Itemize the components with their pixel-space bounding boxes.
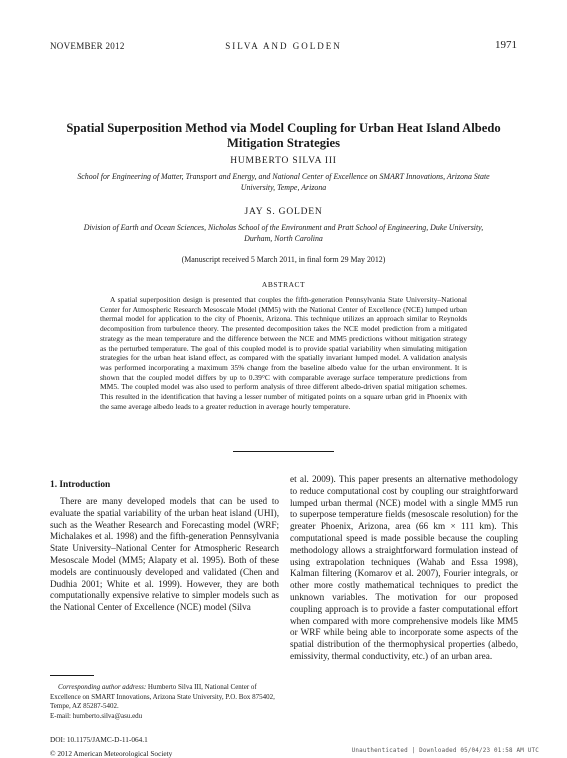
author-name-2: JAY S. GOLDEN — [244, 207, 323, 217]
footnote-text: Humberto Silva III, National Center of Excellence on SMART Innovations, Arizona State University, P.O. Box 875402, Tempe, AZ 85287-5402. — [50, 683, 275, 711]
paper-title: Spatial Superposition Method via Model Coupling for Urban Heat Island Albedo Mitigation Strategies — [66, 121, 501, 150]
running-header-date: NOVEMBER 2012 — [50, 41, 125, 51]
intro-left-column: There are many developed models that can be used to evaluate the spatial variability of the urban heat island (UHI), such as the Weather Research and Forecasting model (WRF; Michalakes et al. 1998) and the fifth-generation Pennsylvania State University–National Center for Atmospheric Research Mesoscale Model (MM5; Alapaty et al. 1995). Both of these models are continuously developed and validated (Chen and Dudhia 2001; White et al. 1999). However, they are both computationally expensive relative to simpler models such as the National Center of Excellence (NCE) model (Silva — [50, 496, 279, 613]
abstract-heading: ABSTRACT — [261, 280, 306, 289]
section-heading-introduction: 1. Introduction — [50, 480, 111, 490]
copyright-notice: © 2012 American Meteorological Society — [50, 749, 173, 758]
corresponding-author-footnote — [50, 683, 280, 721]
footnote-divider — [50, 675, 94, 676]
footnote-label: Corresponding author address: — [58, 683, 147, 691]
author-affiliation-1: School for Engineering of Matter, Transport and Energy, and National Center of Excellence on SMART Innovations, Arizona State University, Tempe, Arizona — [77, 172, 490, 192]
author-name-1: HUMBERTO SILVA III — [230, 156, 337, 166]
running-header-authors: SILVA AND GOLDEN — [225, 41, 342, 51]
intro-right-column: et al. 2009). This paper presents an alternative methodology to reduce computational cost by coupling our straightforward lumped urban thermal (NCE) model with a single MM5 run to superpose temperature fields (mesoscale resolution) for the greater Phoenix, Arizona, area (66 km × 111 km). This computational speed is made possible because the coupling methodology allows a straightforward formulation instead of using extrapolation techniques (Wahab and Essa 1998), Kalman filtering (Komarov et al. 2007), Fourier integrals, or other more costly mathematical techniques to predict the unknown variables. The motivation for our proposed coupling approach is to provide a faster computational effort when compared with more comprehensive models like MM5 or WRF while being able to incorporate some aspects of the spatial distribution of the thermophysical properties (albedo, emissivity, thermal conductivity, etc.) of an urban area. — [290, 474, 518, 661]
page-number: 1971 — [495, 39, 517, 51]
abstract-divider — [233, 451, 334, 452]
footnote-email: E-mail: humberto.silva@asu.edu — [50, 711, 143, 720]
download-watermark: Unauthenticated | Downloaded 05/04/23 01:58 AM UTC — [351, 748, 539, 754]
abstract-text: A spatial superposition design is presented that couples the fifth-generation Pennsylvania State University–National Center for Atmospheric Research Mesoscale Model (MM5) with the National Center of Excellence (NCE) lumped urban thermal model for application to the city of Phoenix, Arizona. This technique utilizes an approach similar to Reynolds decomposition from turbulence theory. The presented decomposition takes the NCE model prediction from a mitigated strategy as the mean temperature and the difference between the NCE and MM5 predictions without mitigation strategy as the perturbed temperature. The goal of this coupled model is to provide spatial variability when simulating mitigation strategies for the urban heat island effect, as compared with the spatially invariant lumped model. A validation analysis was performed incorporating a maximum 35% change from the baseline albedo value for the urban environment. It is shown that the coupled model differs by up to 0.39°C with comparable average surface temperature predictions from MM5. The coupled model was also used to perform analysis of three different albedo-driven spatial mitigation schemes. This resulted in the identification that having a lesser number of mitigated points on a square urban grid in Phoenix with the same average albedo leads to a greater reduction in average hourly temperature. — [100, 295, 467, 411]
author-affiliation-2: Division of Earth and Ocean Sciences, Nicholas School of the Environment and Pratt School of Engineering, Duke University, Durham, North Carolina — [83, 223, 484, 243]
manuscript-dates: (Manuscript received 5 March 2011, in final form 29 May 2012) — [181, 255, 386, 264]
doi: DOI: 10.1175/JAMC-D-11-064.1 — [50, 735, 148, 744]
